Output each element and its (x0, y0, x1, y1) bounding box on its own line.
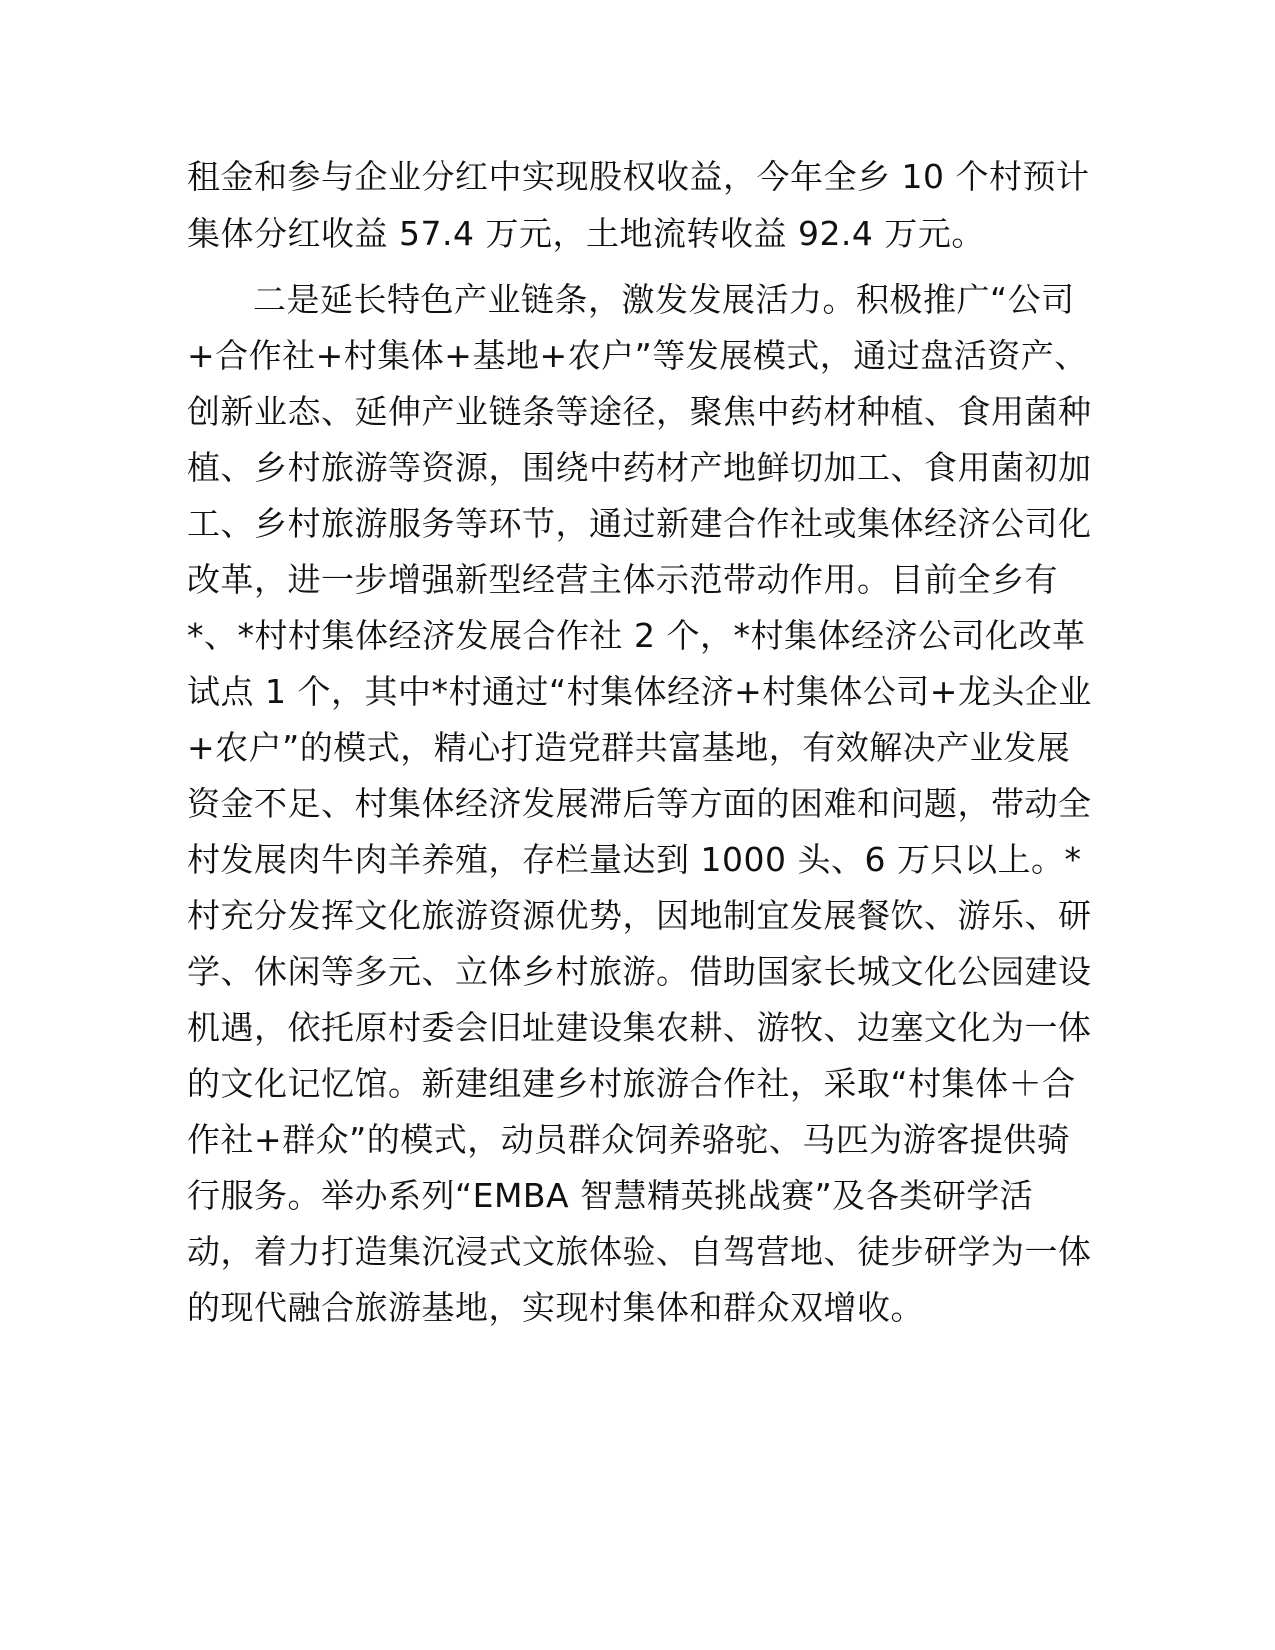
paragraph-first-line: 二是延长特色产业链条，激发发展活力。积极推广“公司 (253, 280, 1075, 319)
text-line: 试点 1 个，其中*村通过“村集体经济+村集体公司+龙头企业 (187, 672, 1092, 711)
text-line: 村充分发挥文化旅游资源优势，因地制宜发展餐饮、游乐、研 (187, 896, 1092, 935)
text-line: 工、乡村旅游服务等环节，通过新建合作社或集体经济公司化 (187, 504, 1092, 543)
text-line: 改革，进一步增强新型经营主体示范带动作用。目前全乡有 (187, 560, 1058, 599)
text-line: 村发展肉牛肉羊养殖，存栏量达到 1000 头、6 万只以上。* (187, 840, 1082, 879)
text-line: 机遇，依托原村委会旧址建设集农耕、游牧、边塞文化为一体 (187, 1008, 1092, 1047)
text-line: 集体分红收益 57.4 万元，土地流转收益 92.4 万元。 (187, 214, 985, 253)
text-line: 的文化记忆馆。新建组建乡村旅游合作社，采取“村集体＋合 (187, 1064, 1076, 1103)
text-line: 学、休闲等多元、立体乡村旅游。借助国家长城文化公园建设 (187, 952, 1092, 991)
text-line: *、*村村集体经济发展合作社 2 个，*村集体经济公司化改革 (187, 616, 1086, 655)
text-line: 资金不足、村集体经济发展滞后等方面的困难和问题，带动全 (187, 784, 1092, 823)
text-line: 行服务。举办系列“EMBA 智慧精英挑战赛”及各类研学活 (187, 1176, 1034, 1215)
text-line: 作社+群众”的模式，动员群众饲养骆驼、马匹为游客提供骑 (187, 1120, 1071, 1159)
text-line: 租金和参与企业分红中实现股权收益，今年全乡 10 个村预计 (187, 157, 1090, 196)
text-line: 动，着力打造集沉浸式文旅体验、自驾营地、徒步研学为一体 (187, 1232, 1092, 1271)
text-line: 的现代融合旅游基地，实现村集体和群众双增收。 (187, 1288, 924, 1327)
text-line: 创新业态、延伸产业链条等途径，聚焦中药材种植、食用菌种 (187, 392, 1092, 431)
text-line: 植、乡村旅游等资源，围绕中药材产地鲜切加工、食用菌初加 (187, 448, 1092, 487)
text-line: +农户”的模式，精心打造党群共富基地，有效解决产业发展 (187, 728, 1071, 767)
text-line: +合作社+村集体+基地+农户”等发展模式，通过盘活资产、 (187, 336, 1088, 375)
